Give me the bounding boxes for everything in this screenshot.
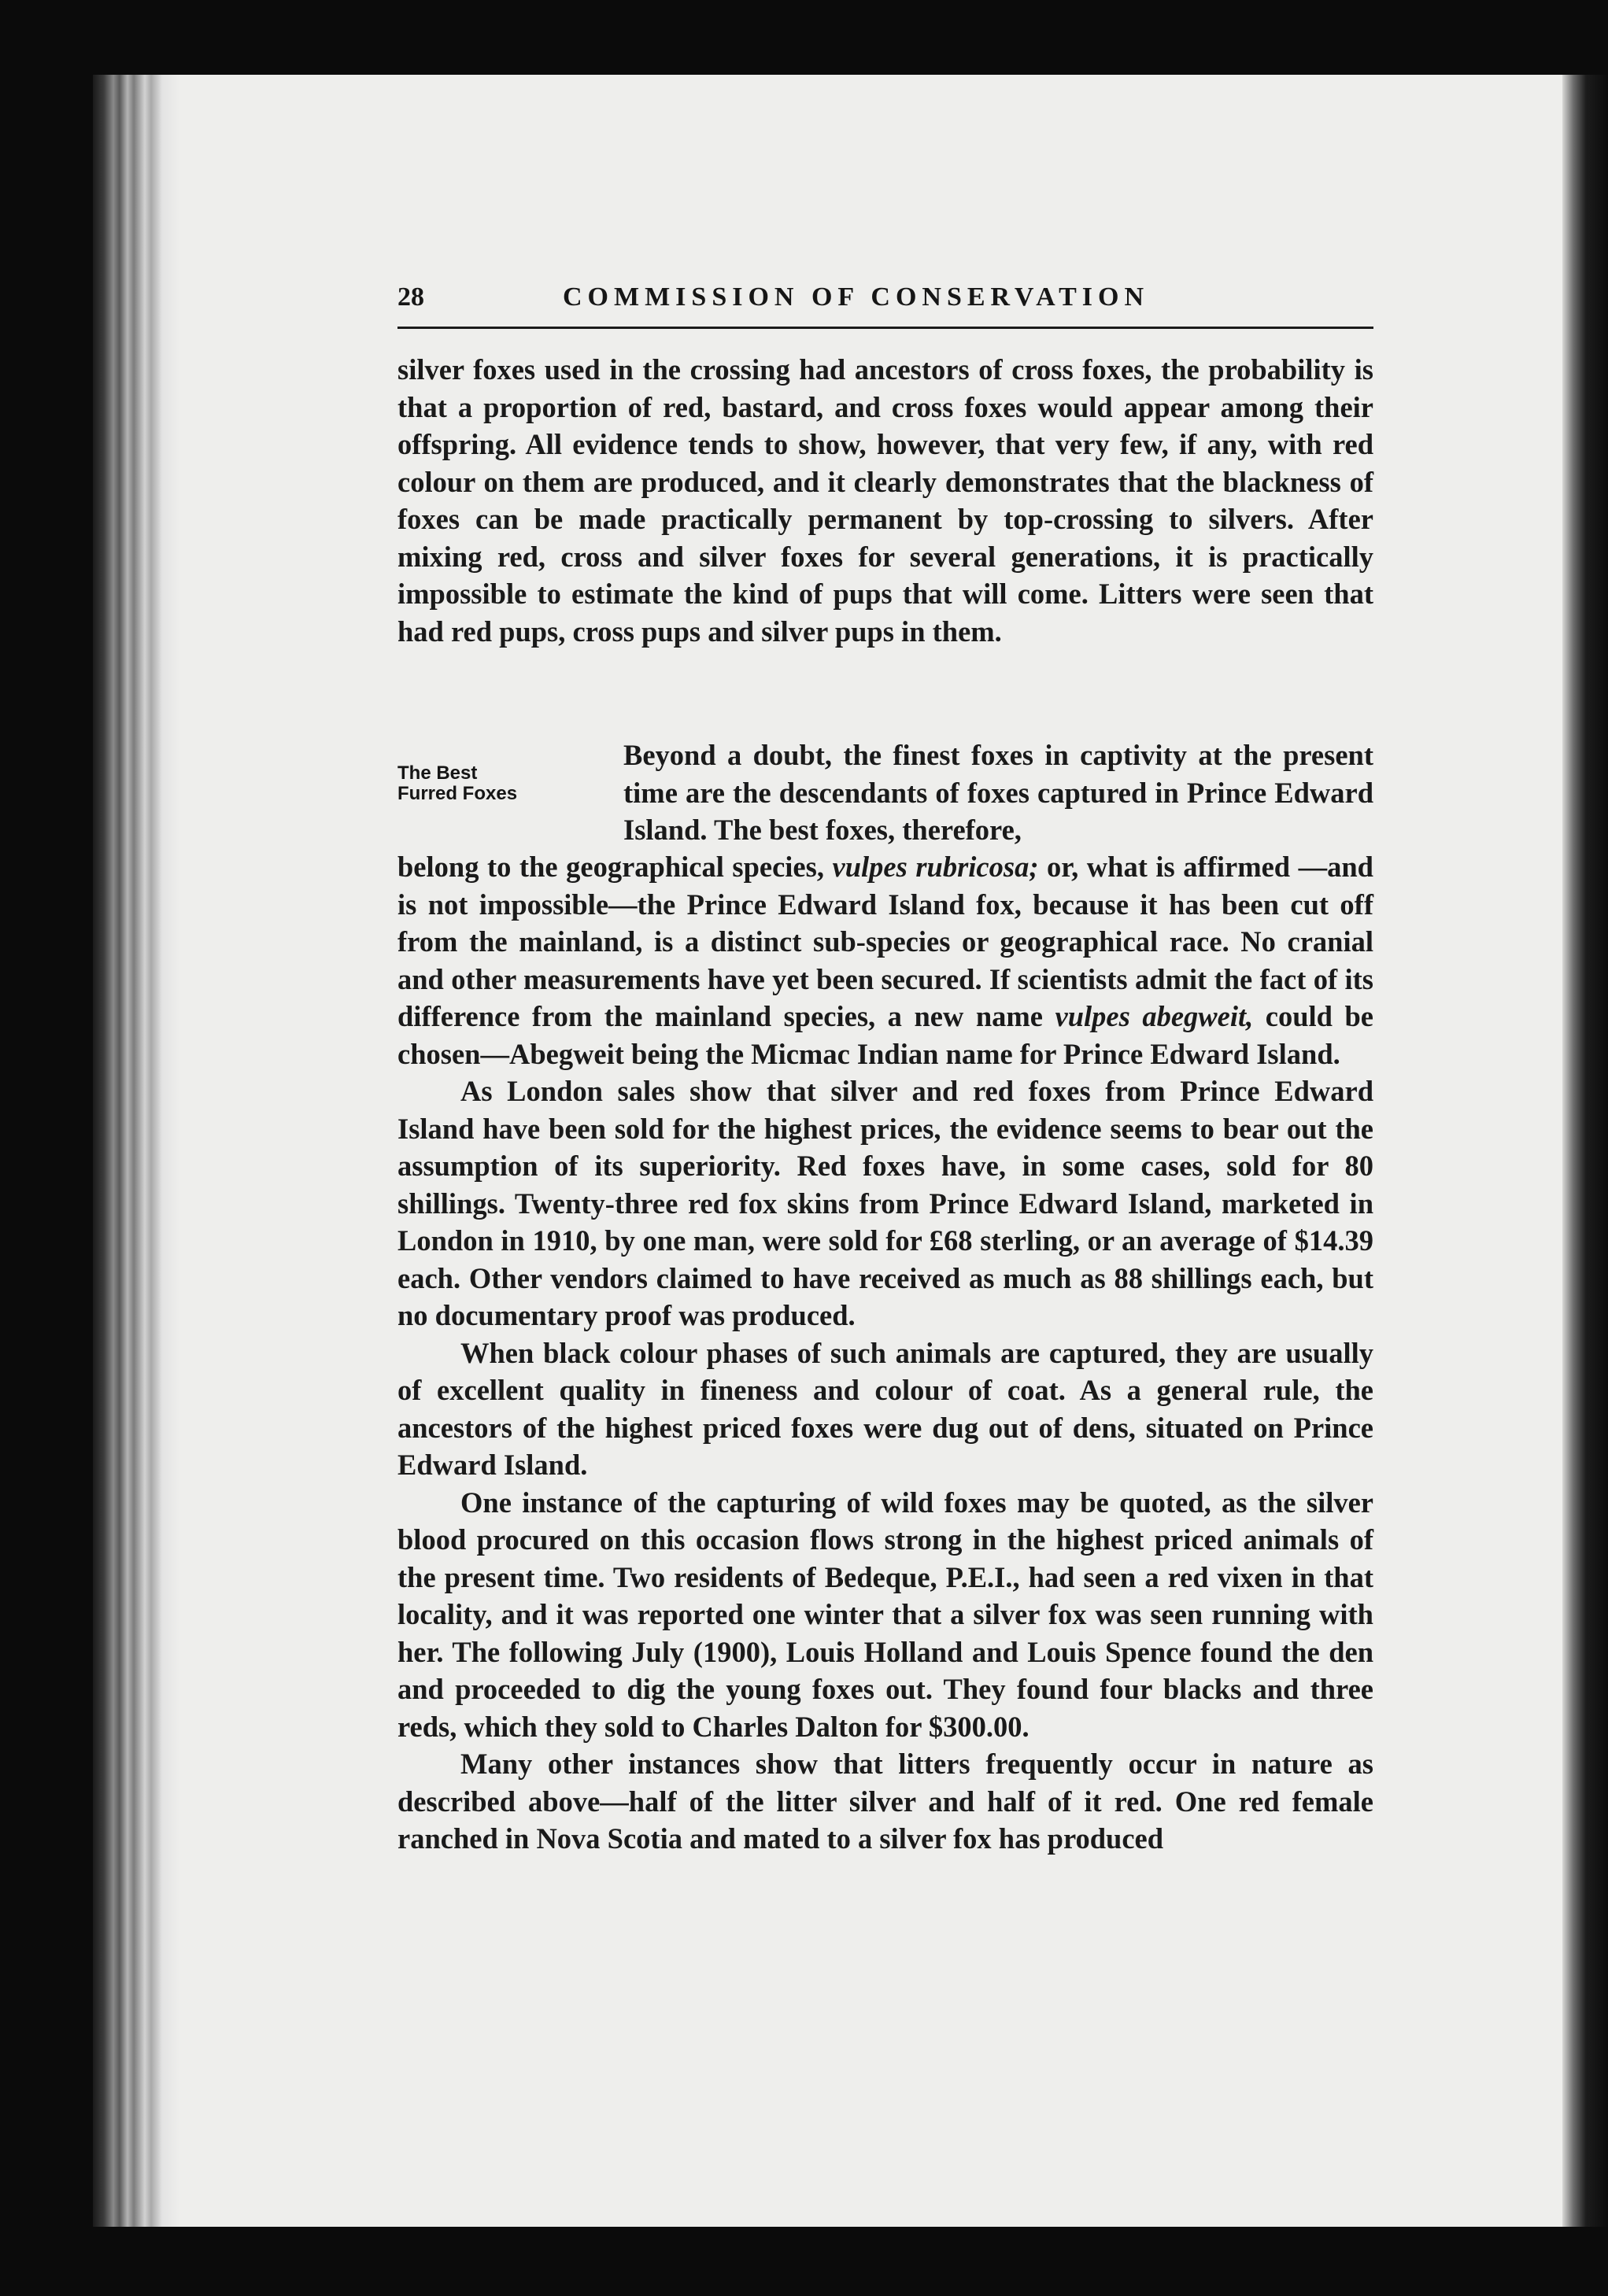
paragraph-4: When black colour phases of such animals are captured, they are usually of excellent quality in fineness and colour of coat. As a general rule, the ancestors of the highest priced foxes were dug out of dens, situated on Prince Edward Island. — [397, 1336, 1373, 1481]
running-header — [397, 279, 1373, 329]
text-block-main — [397, 848, 1373, 1858]
running-title: COMMISSION OF CONSERVATION — [563, 282, 1150, 312]
margin-note-line-1: The Best — [397, 762, 478, 784]
page-edge-shadow — [1562, 75, 1608, 2227]
paragraph-2-part-a: belong to the geographical species, — [397, 851, 833, 883]
paragraph-2-lead: Beyond a doubt, the finest foxes in captivity at the present time are the descendants of foxes captured in Prince Edward Island. The best foxes, therefore, — [623, 739, 1373, 846]
margin-note-line-2: Furred Foxes — [397, 783, 518, 804]
paragraph-2-continued — [397, 848, 1373, 1072]
paragraph-2-part-c: could be chosen—Abegweit being the Micmac Indian name for Prince Edward Island. — [397, 1000, 1373, 1070]
paragraph-5: One instance of the capturing of wild foxes may be quoted, as the silver blood procured on this occasion flows strong in the highest priced animals of the present time. Two residents of Bedeque, P.E.I., had seen a red vixen in that locality, and it was reported one winter that a silver fox was seen running with her. The following July (1900), Louis Holland and Louis Spence found the den and proceeded to dig the young foxes out. They found four blacks and three reds, which they sold to Charles Dalton for $300.00. — [397, 1486, 1373, 1743]
species-name: vulpes rubricosa; — [832, 851, 1039, 883]
text-block-top — [397, 351, 1373, 650]
paragraph-1: silver foxes used in the crossing had ancestors of cross foxes, the probability is that a proportion of red, bastard, and cross foxes would appear among their offspring. All evidence tends to show, however, that very few, if any, with red colour on them are produced, and it clearly demonstrates that the blackness of foxes can be made practically permanent by top-crossing to silvers. After mixing red, cross and silver foxes for several generations, it is practically impossible to estimate the kind of pups that will come. Litters were seen that had red pups, cross pups and silver pups in them. — [397, 353, 1373, 648]
paragraph-6: Many other instances show that litters frequently occur in nature as described above—half of the litter silver and half of it red. One red female ranched in Nova Scotia and mated to a silver fox has produced — [397, 1748, 1373, 1855]
book-gutter-shadow — [93, 75, 179, 2227]
paragraph-2-part-b: or, what is affirmed —and is not impossible—the Prince Edward Island fox, because it has been cut off from the mainland, is a distinct sub-species or geographical race. No cranial and other measurements have yet been secured. If scientists admit the fact of its difference from the mainland species, a new name — [397, 851, 1373, 1032]
text-block-beside-note — [623, 736, 1373, 849]
margin-note — [397, 763, 586, 804]
proposed-species-name: vulpes abegweit, — [1055, 1000, 1254, 1032]
page-number: 28 — [397, 282, 424, 312]
paragraph-3: As London sales show that silver and red foxes from Prince Edward Island have been sold for the highest prices, the evidence seems to bear out the assumption of its superiority. Red foxes have, in some cases, sold for 80 shillings. Twenty-three red fox skins from Prince Edward Island, marketed in London in 1910, by one man, were sold for £68 sterling, or an average of $14.39 each. Other vendors claimed to have received as much as 88 shillings each, but no documentary proof was produced. — [397, 1075, 1373, 1331]
